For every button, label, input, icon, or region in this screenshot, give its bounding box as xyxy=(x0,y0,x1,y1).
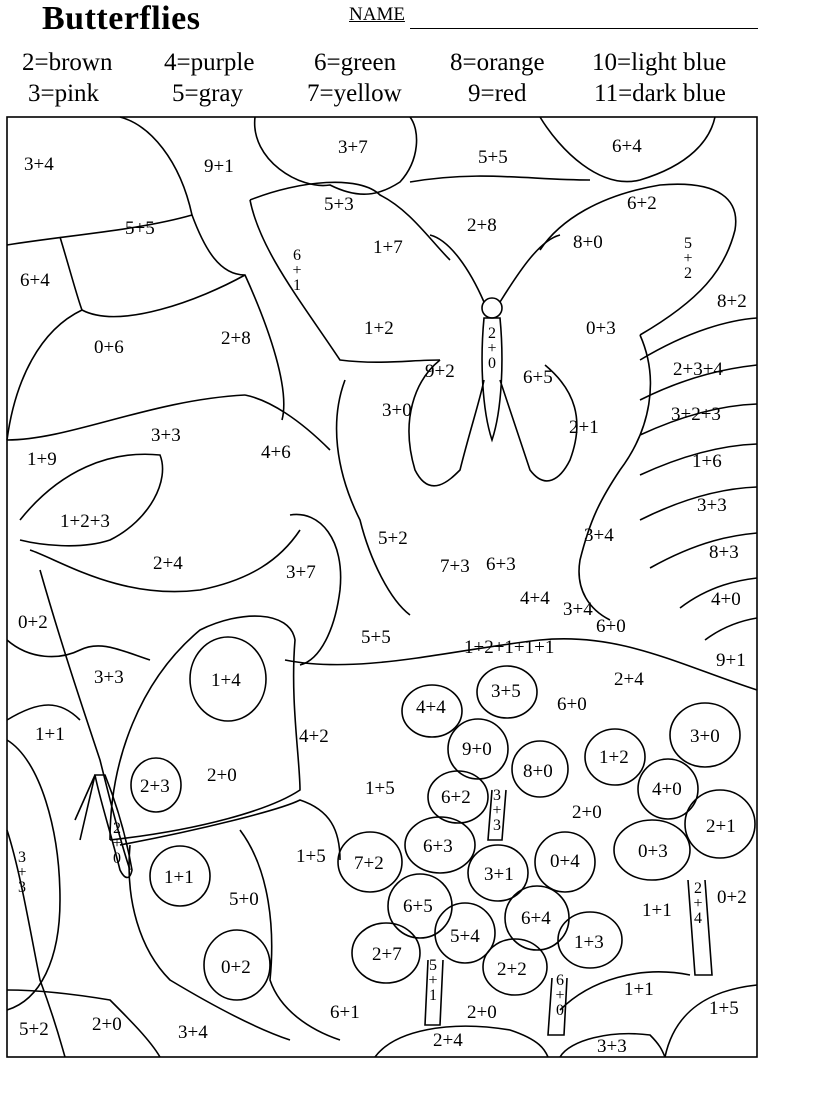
region-label: 3+0 xyxy=(382,400,412,421)
region-label: 4+2 xyxy=(299,726,329,747)
key-orange: 8=orange xyxy=(450,49,545,76)
stacked-label: 2 + 0 xyxy=(112,820,122,867)
region-label: 0+4 xyxy=(550,851,580,872)
stacked-label: 5 + 1 xyxy=(428,957,438,1004)
region-label: 2+0 xyxy=(467,1002,497,1023)
region-label: 3+3 xyxy=(94,667,124,688)
region-label: 6+0 xyxy=(557,694,587,715)
key-green: 6=green xyxy=(314,49,397,76)
region-label: 5+3 xyxy=(324,194,354,215)
region-label: 2+4 xyxy=(614,669,644,690)
region-label: 5+5 xyxy=(478,147,508,168)
region-label: 2+0 xyxy=(92,1014,122,1035)
region-label: 4+0 xyxy=(652,779,682,800)
region-label: 3+7 xyxy=(286,562,316,583)
stacked-label: 2 + 0 xyxy=(487,325,497,372)
region-label: 1+1 xyxy=(624,979,654,1000)
region-label: 5+4 xyxy=(450,926,480,947)
key-pink: 3=pink xyxy=(28,80,100,107)
key-yellow: 7=yellow xyxy=(307,80,402,107)
region-label: 3+2+3 xyxy=(671,404,721,425)
region-label: 6+4 xyxy=(521,908,551,929)
stacked-label: 2 + 4 xyxy=(693,880,703,927)
region-label: 2+4 xyxy=(433,1030,463,1051)
region-label: 9+0 xyxy=(462,739,492,760)
region-label: 1+4 xyxy=(211,670,241,691)
region-label: 5+0 xyxy=(229,889,259,910)
stacked-label: 6 + 1 xyxy=(292,247,302,294)
region-label: 3+3 xyxy=(697,495,727,516)
region-label: 8+0 xyxy=(523,761,553,782)
region-label: 1+6 xyxy=(692,451,722,472)
region-label: 2+0 xyxy=(207,765,237,786)
region-label: 2+1 xyxy=(706,816,736,837)
region-label: 1+1 xyxy=(35,724,65,745)
stacked-label: 5 + 2 xyxy=(683,235,693,282)
region-label: 2+4 xyxy=(153,553,183,574)
key-gray: 5=gray xyxy=(172,80,244,107)
region-label: 2+3 xyxy=(140,776,170,797)
region-label: 2+0 xyxy=(572,802,602,823)
region-label: 1+1 xyxy=(642,900,672,921)
region-label: 1+2+1+1+1 xyxy=(464,637,555,658)
region-label: 6+2 xyxy=(627,193,657,214)
region-label: 3+3 xyxy=(151,425,181,446)
region-label: 7+2 xyxy=(354,853,384,874)
region-label: 0+3 xyxy=(638,841,668,862)
region-label: 4+6 xyxy=(261,442,291,463)
region-label: 5+2 xyxy=(19,1019,49,1040)
region-label: 6+4 xyxy=(612,136,642,157)
key-red: 9=red xyxy=(468,80,527,107)
region-labels xyxy=(18,136,747,1057)
region-label: 3+1 xyxy=(484,864,514,885)
region-label: 4+4 xyxy=(520,588,550,609)
region-label: 4+4 xyxy=(416,697,446,718)
region-label: 6+3 xyxy=(423,836,453,857)
region-label: 6+2 xyxy=(441,787,471,808)
region-label: 3+7 xyxy=(338,137,368,158)
region-label: 3+4 xyxy=(563,599,593,620)
stacked-label: 6 + 0 xyxy=(555,972,565,1019)
region-label: 2+8 xyxy=(467,215,497,236)
region-label: 1+5 xyxy=(709,998,739,1019)
region-label: 8+3 xyxy=(709,542,739,563)
key-brown: 2=brown xyxy=(22,49,113,76)
region-label: 2+7 xyxy=(372,944,402,965)
region-label: 9+1 xyxy=(716,650,746,671)
region-label: 1+5 xyxy=(365,778,395,799)
region-label: 3+4 xyxy=(584,525,614,546)
region-label: 9+2 xyxy=(425,361,455,382)
region-label: 4+0 xyxy=(711,589,741,610)
region-label: 6+5 xyxy=(403,896,433,917)
region-label: 1+7 xyxy=(373,237,403,258)
region-label: 0+6 xyxy=(94,337,124,358)
region-label: 5+2 xyxy=(378,528,408,549)
region-label: 3+0 xyxy=(690,726,720,747)
region-label: 0+2 xyxy=(717,887,747,908)
region-label: 5+5 xyxy=(361,627,391,648)
region-label: 6+5 xyxy=(523,367,553,388)
region-label: 6+1 xyxy=(330,1002,360,1023)
key-dark-blue: 11=dark blue xyxy=(594,80,726,107)
region-label: 3+5 xyxy=(491,681,521,702)
region-label: 7+3 xyxy=(440,556,470,577)
region-label: 8+2 xyxy=(717,291,747,312)
region-label: 0+2 xyxy=(221,957,251,978)
region-label: 2+2 xyxy=(497,959,527,980)
region-label: 6+0 xyxy=(596,616,626,637)
region-label: 1+2+3 xyxy=(60,511,110,532)
key-purple: 4=purple xyxy=(164,49,255,76)
page-title: Butterflies xyxy=(42,0,201,37)
region-label: 0+2 xyxy=(18,612,48,633)
region-label: 3+4 xyxy=(178,1022,208,1043)
region-label: 1+5 xyxy=(296,846,326,867)
region-label: 1+1 xyxy=(164,867,194,888)
region-label: 9+1 xyxy=(204,156,234,177)
region-label: 3+4 xyxy=(24,154,54,175)
region-label: 2+1 xyxy=(569,417,599,438)
region-label: 1+2 xyxy=(364,318,394,339)
stacked-label: 3 + 3 xyxy=(17,849,27,896)
stacked-label: 3 + 3 xyxy=(492,787,502,834)
region-label: 3+3 xyxy=(597,1036,627,1057)
region-label: 0+3 xyxy=(586,318,616,339)
name-label: NAME xyxy=(349,4,405,25)
region-label: 2+8 xyxy=(221,328,251,349)
region-label: 1+3 xyxy=(574,932,604,953)
region-label: 5+5 xyxy=(125,218,155,239)
region-label: 2+3+4 xyxy=(673,359,723,380)
region-label: 8+0 xyxy=(573,232,603,253)
region-label: 6+4 xyxy=(20,270,50,291)
key-light-blue: 10=light blue xyxy=(592,49,727,76)
region-label: 1+9 xyxy=(27,449,57,470)
region-label: 6+3 xyxy=(486,554,516,575)
region-label: 1+2 xyxy=(599,747,629,768)
